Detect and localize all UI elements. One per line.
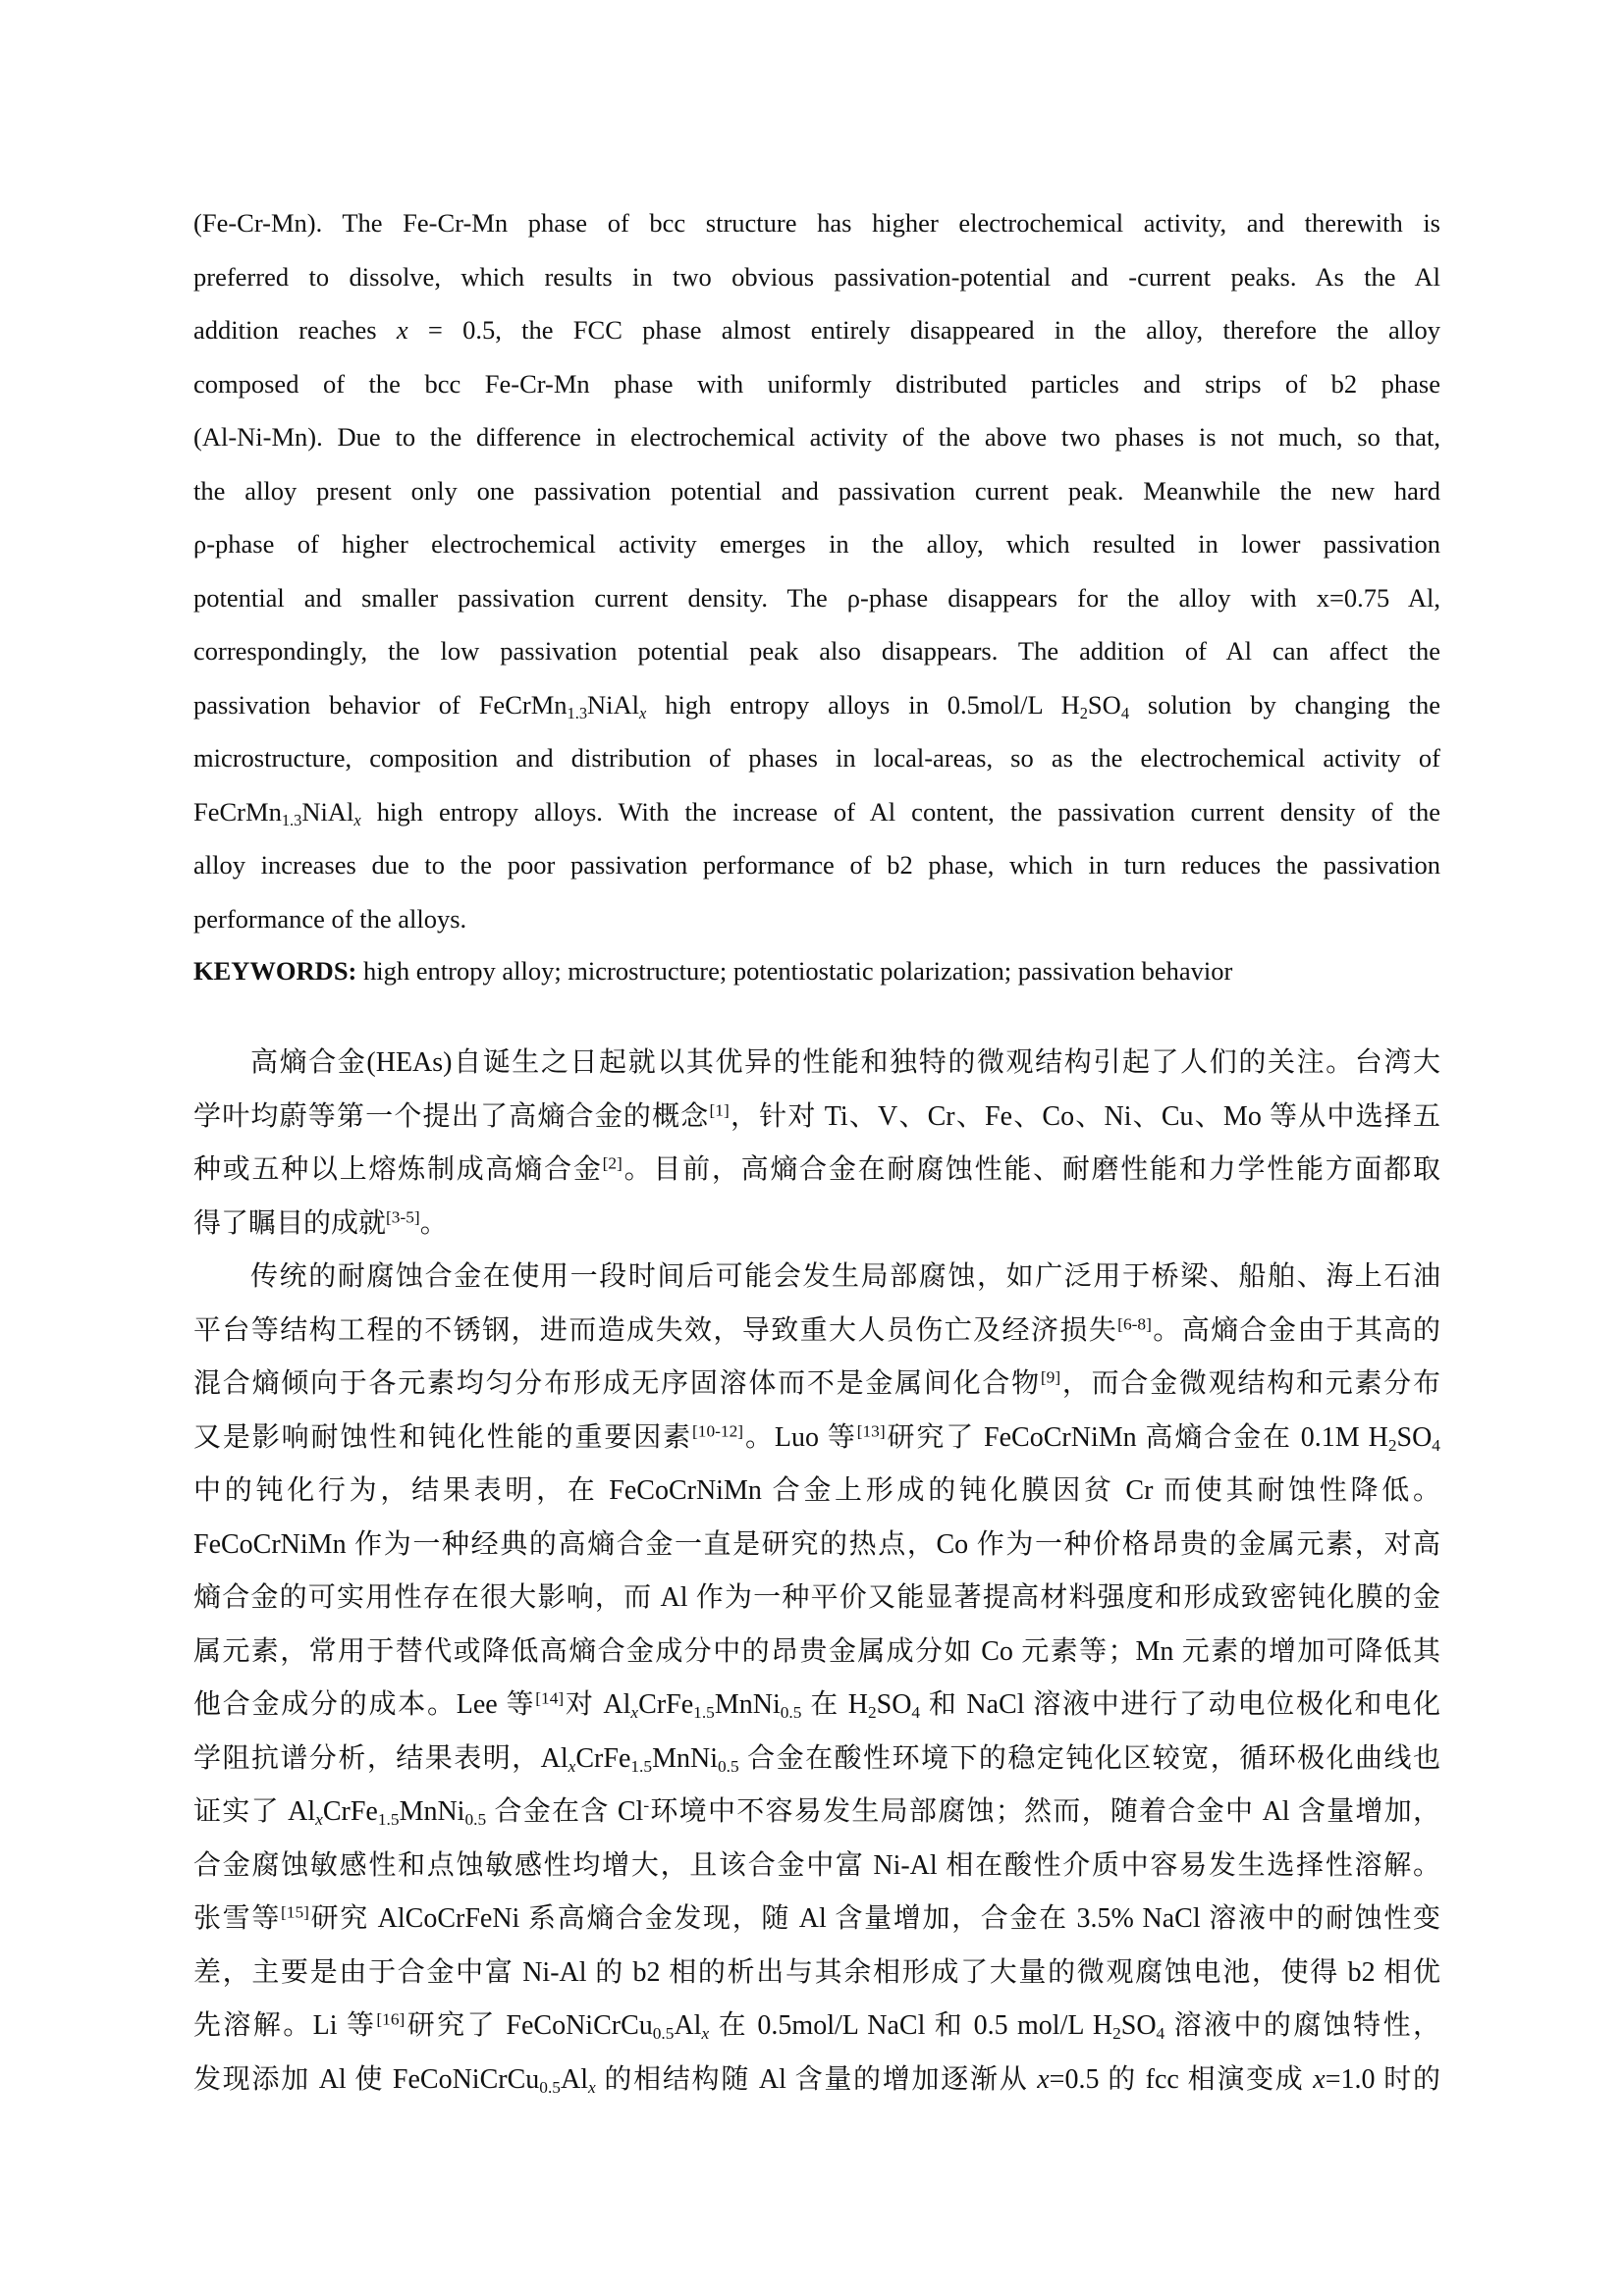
text-run: 和 NaCl 溶液中进行了动电位极化和电化 [920,1689,1440,1720]
text-run: (Fe-Cr-Mn). The Fe-Cr-Mn phase of bcc structure has higher electrochemical activity, and therewith is [193,208,1440,238]
intro-paragraph-2 [193,1251,1440,2107]
text-run: 差，主要是由于合金中富 Ni-Al 的 b2 相的析出与其余相形成了大量的微观腐蚀电池，使得 b2 相优 [193,1956,1440,1988]
abstract-paragraph [193,196,1440,945]
text-run: passivation behavior of FeCrMn [193,689,568,720]
subscript: 0.5 [717,1756,739,1776]
text-run: 又是影响耐蚀性和钝化性能的重要因素 [193,1421,693,1453]
text-run: ρ-phase of higher electrochemical activity emerges in the alloy, which resulted in lower passivation [193,529,1440,559]
text-run: 学阻抗谱分析，结果表明，Al [193,1742,568,1774]
text-run: 。高熵合金由于其高的 [1151,1314,1440,1346]
text-line [193,624,1440,678]
text-run: =1.0 时的 [1325,2063,1440,2095]
text-run: (Al-Ni-Mn). Due to the difference in electrochemical activity of the above two phases is not much, so that, [193,422,1440,452]
text-run: 中的钝化行为，结果表明，在 FeCoCrNiMn 合金上形成的钝化膜因贫 Cr 而使其耐蚀性降低。 [193,1475,1440,1506]
subscript: 2 [867,1703,877,1723]
text-run: alloy increases due to the poor passivation performance of b2 phase, which in turn reduces the passivation [193,850,1440,880]
text-run: FeCoCrNiMn 作为一种经典的高熵合金一直是研究的热点，Co 作为一种价格昂贵的金属元素，对高 [193,1528,1440,1560]
text-line [193,1037,1440,1091]
text-line [193,1786,1440,1840]
subscript: 2 [1387,1435,1397,1455]
subscript: 1.5 [377,1810,400,1830]
text-line [193,1947,1440,2001]
subscript: 4 [1432,1435,1440,1455]
subscript: 0.5 [780,1703,802,1723]
text-run: 熵合金的可实用性存在很大影响，而 Al 作为一种平价又能显著提高材料强度和形成致密钝化膜的金 [193,1582,1440,1613]
text-run: composed of the bcc Fe-Cr-Mn phase with uniformly distributed particles and strips of b2 phase [193,368,1440,399]
text-run: high entropy alloys. With the increase of Al content, the passivation current density of the [360,796,1440,827]
text-run: SO [1120,2010,1157,2041]
text-run: addition reaches [193,315,397,345]
subscript: 0.5 [539,2077,561,2097]
text-run: potential and smaller passivation current density. The ρ-phase disappears for the alloy with x=0.75 Al, [193,582,1440,613]
text-line [193,1412,1440,1466]
text-line [193,357,1440,411]
keywords-line [193,944,1440,998]
text-run: 环境中不容易发生局部腐蚀；然而，随着合金中 Al 含量增加， [649,1796,1440,1827]
text-run: performance of the alloys. [193,903,467,934]
text-run: MnNi [714,1689,781,1720]
italic-variable: x [396,315,408,345]
text-line [193,517,1440,571]
text-line [193,2054,1440,2108]
text-run: SO [1087,689,1121,720]
text-run: 种或五种以上熔炼制成高熵合金 [193,1154,603,1185]
text-run: 。Luo 等 [743,1421,857,1453]
subscript: 4 [911,1703,921,1723]
text-run: the alloy present only one passivation potential and passivation current peak. Meanwhile the new hard [193,475,1440,506]
subscript: 4 [1120,703,1130,722]
text-line [193,196,1440,250]
text-run: 研究了 FeCoNiCrCu [405,2010,653,2041]
text-line [193,303,1440,357]
text-run: 张雪等 [193,1903,282,1934]
text-line [193,944,1440,998]
text-run: SO [876,1689,912,1720]
text-run: correspondingly, the low passivation potential peak also disappears. The addition of Al can affect the [193,636,1440,666]
citation-ref: [2] [602,1153,623,1173]
citation-ref: [16] [376,2009,406,2029]
text-run: 合金腐蚀敏感性和点蚀敏感性均增大，且该合金中富 Ni-Al 相在酸性介质中容易发生选择性溶解。 [193,1849,1440,1881]
text-line [193,1144,1440,1198]
text-run: ，而合金微观结构和元素分布 [1060,1368,1440,1399]
text-run: Al [674,2010,702,2041]
text-run: CrFe [575,1742,631,1774]
citation-ref: [10-12] [692,1420,744,1440]
citation-ref: [1] [709,1099,730,1119]
subscript: 1.5 [630,1756,653,1776]
italic-variable: x [1313,2063,1326,2095]
text-line [193,1572,1440,1626]
subscript: x [315,1810,323,1830]
text-run: 混合熵倾向于各元素均匀分布形成无序固溶体而不是金属间化合物 [193,1368,1041,1399]
text-line [193,1305,1440,1359]
text-run: 属元素，常用于替代或降低高熵合金成分中的昂贵金属成分如 Co 元素等；Mn 元素的增加可降低其 [193,1635,1440,1667]
text-run: microstructure, composition and distribution of phases in local-areas, so as the electrochemical activity of [193,743,1440,773]
text-run: NiAl [587,689,640,720]
text-run: 他合金成分的成本。Lee 等 [193,1689,536,1720]
text-line [193,1893,1440,1947]
subscript: x [639,703,647,722]
subscript: 0.5 [464,1810,487,1830]
text-line [193,731,1440,785]
text-run: 学叶均蔚等第一个提出了高熵合金的概念 [193,1100,710,1132]
subscript: 2 [1112,2024,1121,2044]
text-line [193,838,1440,892]
superscript: - [643,1795,650,1815]
subscript: x [353,810,361,829]
italic-variable: x [1037,2063,1050,2095]
text-run: 的相结构随 Al 含量的增加逐渐从 [595,2063,1038,2095]
text-line [193,571,1440,625]
text-line [193,1679,1440,1733]
text-run: 在 0.5mol/L NaCl 和 0.5 mol/L H [709,2010,1113,2041]
text-run: preferred to dissolve, which results in two obvious passivation-potential and -current peaks. As the Al [193,261,1440,292]
text-run: Al [560,2063,588,2095]
text-line [193,678,1440,732]
subscript: x [701,2024,710,2044]
text-line [193,464,1440,518]
text-run: MnNi [399,1796,465,1827]
text-run: MnNi [652,1742,718,1774]
text-run: NiAl [301,796,354,827]
text-run: 发现添加 Al 使 FeCoNiCrCu [193,2063,540,2095]
keywords-label: KEYWORDS: [193,956,357,986]
text-line [193,1251,1440,1305]
text-line [193,250,1440,304]
citation-ref: [15] [281,1902,309,1922]
text-run: 对 Al [564,1689,631,1720]
text-line [193,1358,1440,1412]
text-run: = 0.5, the FCC phase almost entirely disappeared in the alloy, therefore the alloy [407,315,1440,345]
text-run: =0.5 的 fcc 相演变成 [1049,2063,1314,2095]
text-line [193,2000,1440,2054]
subscript: 1.3 [281,810,302,829]
text-run: 溶液中的腐蚀特性， [1164,2010,1440,2041]
text-run: 得了瞩目的成就 [193,1207,387,1239]
text-line [193,410,1440,464]
text-line [193,1091,1440,1145]
text-run: CrFe [322,1796,378,1827]
text-run: 传统的耐腐蚀合金在使用一段时间后可能会发生局部腐蚀，如广泛用于桥梁、船舶、海上石油 [250,1261,1440,1292]
text-line [193,1198,1440,1252]
text-run: SO [1396,1421,1433,1453]
text-run: 合金在含 Cl [486,1796,644,1827]
text-run: ，针对 Ti、V、Cr、Fe、Co、Ni、Cu、Mo 等从中选择五 [729,1100,1440,1132]
text-run: high entropy alloys in 0.5mol/L H [646,689,1080,720]
subscript: x [568,1756,576,1776]
text-run: 。目前，高熵合金在耐腐蚀性能、耐磨性能和力学性能方面都取 [622,1154,1440,1185]
intro-paragraph-1 [193,1037,1440,1251]
text-run: 平台等结构工程的不锈钢，进而造成失效，导致重大人员伤亡及经济损失 [193,1314,1118,1346]
text-run: high entropy alloy; microstructure; potentiostatic polarization; passivation behavior [356,956,1233,986]
text-run: 。 [419,1207,448,1239]
text-run: 在 H [801,1689,868,1720]
subscript: 1.3 [567,703,588,722]
subscript: 4 [1156,2024,1165,2044]
citation-ref: [6-8] [1117,1313,1152,1333]
citation-ref: [13] [856,1420,886,1440]
text-line [193,1840,1440,1894]
text-run: CrFe [638,1689,694,1720]
text-line [193,1733,1440,1787]
text-run: 高熵合金(HEAs)自诞生之日起就以其优异的性能和独特的微观结构引起了人们的关注。台湾大 [250,1047,1440,1078]
text-run: 合金在酸性环境下的稳定钝化区较宽，循环极化曲线也 [738,1742,1440,1774]
subscript: 2 [1079,703,1088,722]
text-line [193,785,1440,839]
citation-ref: [9] [1040,1367,1061,1387]
subscript: 1.5 [693,1703,715,1723]
text-line [193,1465,1440,1519]
text-run: 研究了 FeCoCrNiMn 高熵合金在 0.1M H [885,1421,1388,1453]
subscript: x [587,2077,596,2097]
text-line [193,1626,1440,1680]
text-run: 研究 AlCoCrFeNi 系高熵合金发现，随 Al 含量增加，合金在 3.5% NaCl 溶液中的耐蚀性变 [308,1903,1440,1934]
subscript: 0.5 [652,2024,675,2044]
text-line [193,892,1440,946]
text-run: FeCrMn [193,796,282,827]
subscript: x [630,1703,639,1723]
citation-ref: [14] [535,1688,565,1708]
text-run: solution by changing the [1129,689,1440,720]
text-run: 先溶解。Li 等 [193,2010,377,2041]
citation-ref: [3-5] [386,1206,420,1226]
text-line [193,1519,1440,1573]
text-run: 证实了 Al [193,1796,316,1827]
